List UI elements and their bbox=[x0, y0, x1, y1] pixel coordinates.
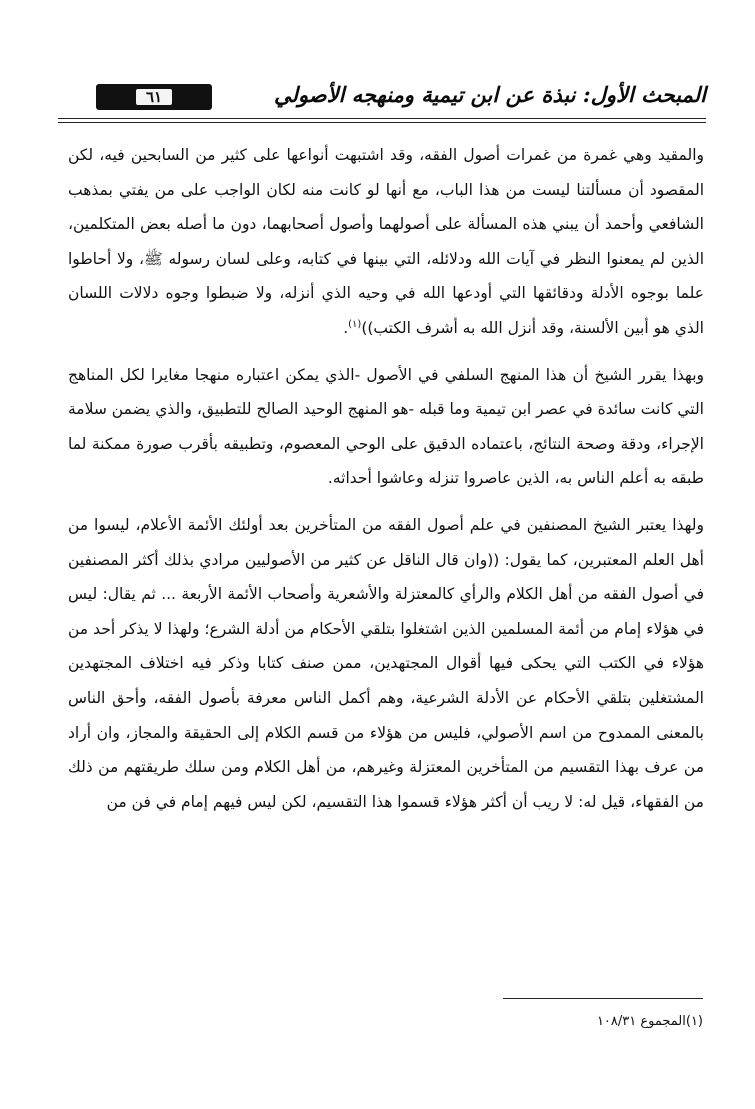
footnote-text: المجموع ١٠٨/٣١ bbox=[596, 1014, 686, 1029]
footnote-divider bbox=[503, 998, 703, 999]
running-header bbox=[58, 78, 706, 128]
header-rule-bottom bbox=[58, 122, 706, 123]
footnote-marker: (١) bbox=[685, 1014, 703, 1029]
paragraph: ولهذا يعتبر الشيخ المصنفين في علم أصول الفقه من المتأخرين بعد أولئك الأئمة الأعلام، ليسوا من أهل العلم المعتبرين، كما يقول: ((وان قال الناقل عن كثير من الأصوليين مرادي بذلك أكثر المصنفين في أصول الفقه من أهل الكلام والرأي كالمعتزلة والأشعرية وأصحاب الأئمة الأربعة ... ثم يقال: ليس في هؤلاء إمام من أئمة المسلمين الذين اشتغلوا بتلقي الأحكام من أدلة الشرع؛ ولهذا لا يذكر أحد من هؤلاء في الكتب التي يحكى فيها أقوال المجتهدين، ممن صنف كتابا وذكر فيه اختلاف المجتهدين المشتغلين بتلقي الأحكام عن الأدلة الشرعية، وهم أكمل الناس معرفة بأصول الفقه، وأحق الناس بالمعنى الممدوح من اسم الأصولي، فليس من هؤلاء من قسم الكلام إلى الحقيقة والمجاز، وان أراد من عرف بهذا التقسيم من المتأخرين المعتزلة وغيرهم، من أهل الكلام ومن سلك طريقتهم من ذلك من الفقهاء، قيل له: لا ريب أن أكثر هؤلاء قسموا هذا التقسيم، لكن ليس فيهم إمام في فن من bbox=[68, 515, 704, 811]
page-number-box bbox=[96, 84, 212, 110]
header-title: المبحث الأول: نبذة عن ابن تيمية ومنهجه الأصولي bbox=[274, 82, 706, 107]
footnote bbox=[597, 1014, 703, 1029]
page-number: ٦١ bbox=[136, 89, 172, 105]
paragraph: وبهذا يقرر الشيخ أن هذا المنهج السلفي في الأصول -الذي يمكن اعتباره منهجا مغايرا لكل المناهج التي كانت سائدة في عصر ابن تيمية وما قبله -هو المنهج الوحيد الصالح للتطبيق، والذي يضمن سلامة الإجراء، ودقة وصحة النتائج، باعتماده الدقيق على الوحي المعصوم، وتطبيقه بأقرب صورة ممكنة لما طبقه به أعلم الناس به، الذين عاصروا تنزله وعاشوا أحداثه. bbox=[68, 365, 704, 488]
paragraph-text: والمقيد وهي غمرة من غمرات أصول الفقه، وقد اشتبهت أنواعها على كثير من السابحين فيه، لكن المقصود أن مسألتنا ليست من هذا الباب، مع أنها لو كانت منه لكان الواجب على من يفتي بمذهب الشافعي وأحمد أن يبني هذه المسألة على أصولهما وأصول أصحابهما، دون ما أصله بعض المتكلمين، الذين لم يمعنوا النظر في آيات الله ودلائله، التي بينها في كتابه، وعلى لسان رسوله ﷺ، ولا أحاطوا علما بوجوه الأدلة ودقائقها التي أودعها الله في وحيه الذي أنزله، ولا ضبطوا وجوه دلالات اللسان الذي هو أبين الألسنة، وقد أنزل الله به أشرف الكتب)) bbox=[68, 146, 704, 337]
header-rule-top bbox=[58, 118, 706, 119]
body-text bbox=[68, 138, 704, 819]
footnote-reference[interactable]: (١) bbox=[348, 318, 362, 330]
paragraph bbox=[68, 138, 704, 346]
paragraph-end-mark: . bbox=[343, 318, 349, 337]
